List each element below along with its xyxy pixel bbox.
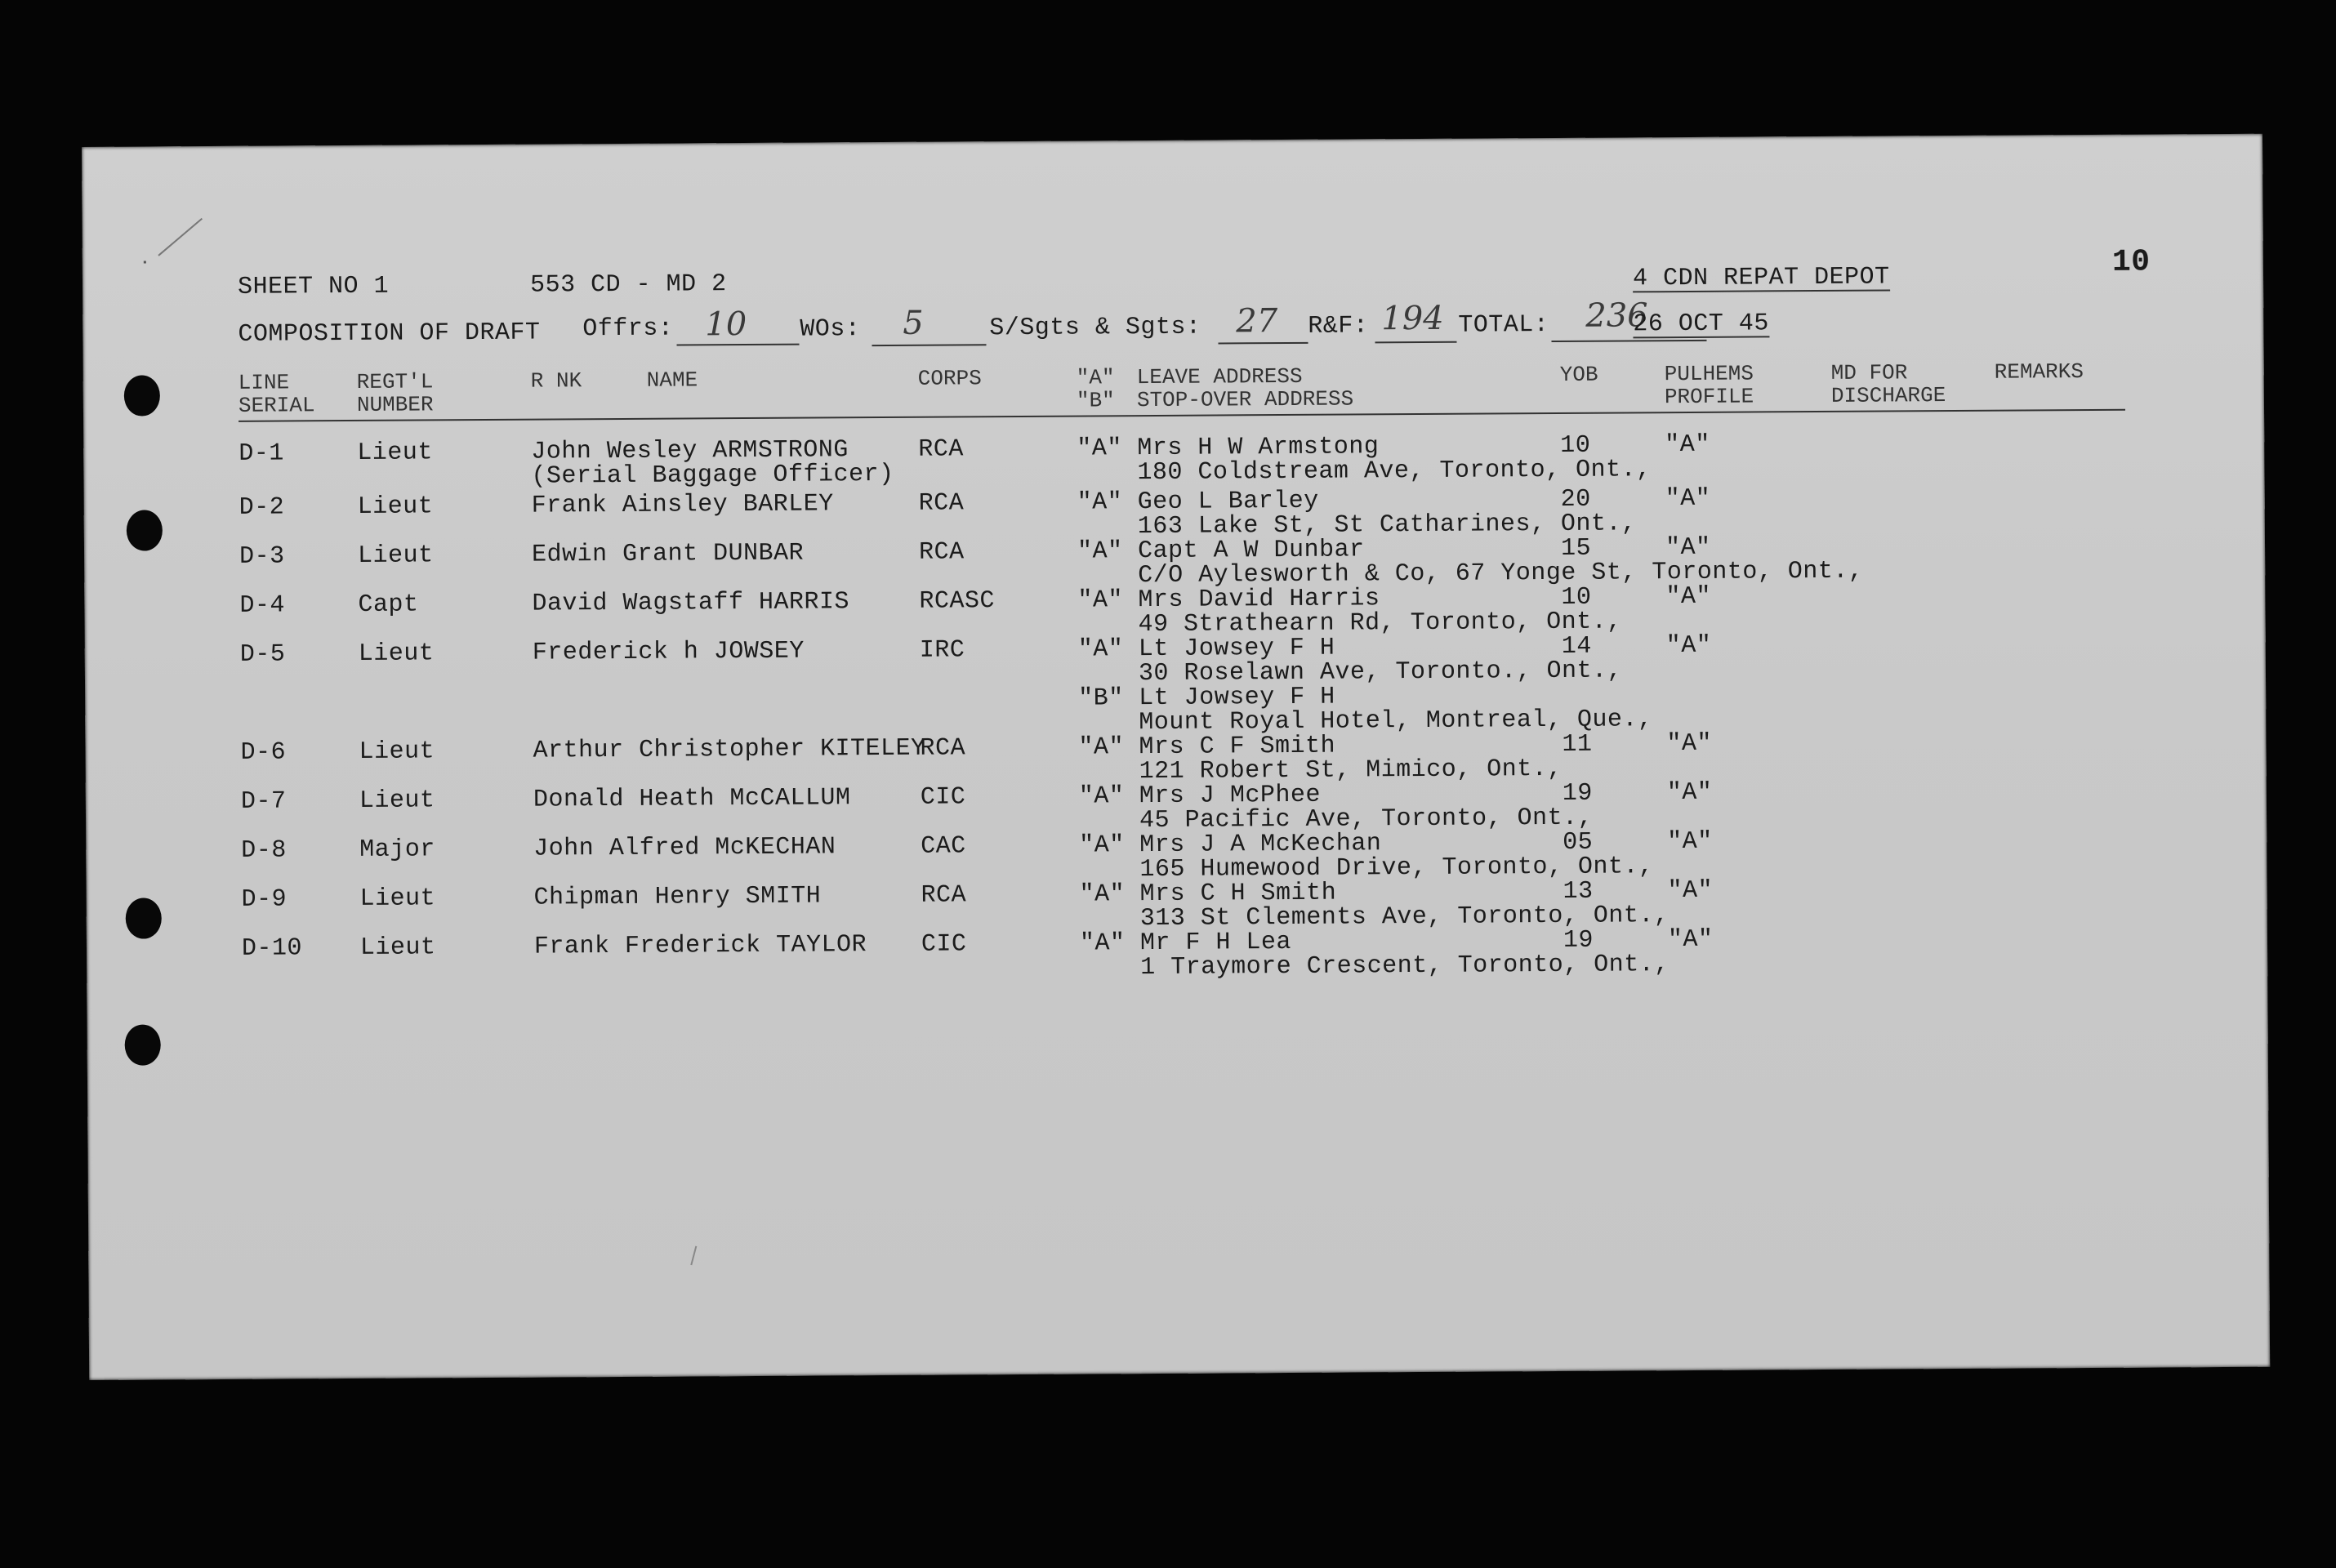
row-ab: "A" (1078, 733, 1125, 762)
punch-hole (125, 1024, 161, 1065)
row-serial: D-8 (241, 836, 287, 865)
row-leave-address-line2: 165 Humewood Drive, Toronto, Ont., (1139, 853, 1654, 884)
row-serial: D-2 (239, 493, 285, 522)
row-serial: D-1 (239, 439, 284, 468)
row-yob: 10 (1561, 583, 1592, 612)
sheet-number: SHEET NO 1 (237, 272, 390, 301)
row-profile: "A" (1667, 876, 1714, 906)
row-leave-address: Mrs J A McKechan (1139, 830, 1382, 860)
row-name-note: (Serial Baggage Officer) (531, 460, 894, 491)
row-leave-address: Mrs H W Armstong (1137, 433, 1380, 463)
row-ab: "A" (1077, 488, 1123, 517)
col-regtl-number-2: NUMBER (356, 392, 434, 417)
row-ab: "A" (1077, 434, 1122, 463)
row-serial: D-3 (239, 542, 285, 571)
col-md-for-1: MD FOR (1830, 360, 1908, 385)
offrs-label: Offrs: (582, 314, 674, 344)
row-rank: Lieut (357, 492, 434, 521)
row-corps: RCA (920, 734, 966, 763)
row-leave-address-line2: C/O Aylesworth & Co, 67 Yonge St, Toronto, Ont., (1138, 557, 1864, 590)
row-leave-address: Mrs C H Smith (1139, 879, 1337, 909)
wos-label: WOs: (800, 315, 861, 344)
rf-underline (1375, 341, 1456, 344)
row-yob: 15 (1560, 534, 1592, 563)
row-rank: Capt (358, 590, 419, 619)
row-corps: CIC (920, 783, 966, 812)
offrs-value: 10 (705, 305, 747, 344)
row-corps: RCA (918, 538, 965, 567)
row-yob: 11 (1562, 730, 1593, 759)
row-yob: 19 (1563, 926, 1594, 955)
depot-name: 4 CDN REPAT DEPOT (1632, 263, 1890, 293)
col-ab-1: "A" (1076, 365, 1115, 390)
row-leave-address: Mrs C F Smith (1139, 732, 1336, 762)
row-corps: RCASC (919, 587, 996, 616)
col-yob: YOB (1559, 362, 1598, 387)
draft-code: 553 CD - MD 2 (529, 270, 727, 300)
col-corps: CORPS (917, 366, 982, 391)
row-profile: "A" (1667, 827, 1713, 857)
col-rank: R NK (530, 368, 582, 394)
row-name: Frank Frederick TAYLOR (533, 931, 867, 961)
row-yob: 13 (1563, 877, 1594, 906)
row-ab: "A" (1079, 929, 1126, 958)
row-profile: "A" (1665, 484, 1711, 514)
row-name: Arthur Christopher KITELEY (533, 734, 926, 765)
row-rank: Lieut (358, 639, 435, 668)
rf-label: R&F: (1308, 312, 1369, 341)
row-ab: "A" (1077, 635, 1124, 664)
row-leave-address: Mrs J McPhee (1139, 781, 1322, 811)
row-profile: "A" (1666, 778, 1713, 808)
row-yob: 10 (1560, 431, 1591, 460)
row-serial: D-9 (241, 885, 288, 914)
row-serial: D-5 (239, 640, 286, 669)
punch-hole (124, 375, 160, 416)
row-leave-address: Geo L Barley (1137, 487, 1319, 517)
sgts-label: S/Sgts & Sgts: (989, 313, 1201, 343)
row-corps: IRC (919, 636, 965, 665)
row-corps: RCA (921, 881, 967, 910)
composition-label: COMPOSITION OF DRAFT (238, 318, 541, 349)
row-profile: "A" (1667, 925, 1714, 955)
row-corps: RCA (918, 435, 964, 464)
col-name: NAME (646, 368, 698, 393)
col-pulhems-2: PROFILE (1664, 384, 1754, 410)
sgts-underline (1218, 342, 1308, 345)
row-stopover-address-line2: Mount Royal Hotel, Montreal, Que., (1139, 706, 1653, 737)
row-leave-address-line2: 121 Robert St, Mimico, Ont., (1139, 755, 1563, 786)
row-leave-address: Capt A W Dunbar (1137, 536, 1365, 566)
row-name: Frank Ainsley BARLEY (531, 490, 834, 520)
row-stopover-address: Lt Jowsey F H (1139, 683, 1335, 713)
row-leave-address: Mr F H Lea (1139, 928, 1292, 958)
sgts-value: 27 (1236, 302, 1278, 341)
row-name: John Alfred McKECHAN (533, 833, 836, 863)
row-yob: 05 (1563, 828, 1594, 857)
rf-value: 194 (1381, 299, 1444, 338)
offrs-underline (676, 344, 799, 346)
total-value: 236 (1585, 296, 1648, 335)
row-profile: "A" (1665, 533, 1711, 563)
row-serial: D-4 (239, 591, 286, 620)
row-leave-address-line2: 180 Coldstream Ave, Toronto, Ont., (1137, 456, 1652, 488)
row-corps: CAC (921, 832, 966, 861)
row-serial: D-10 (241, 934, 303, 963)
col-md-for-2: DISCHARGE (1830, 383, 1946, 408)
row-leave-address-line2: 45 Pacific Ave, Toronto, Ont., (1139, 804, 1594, 835)
stray-mark (158, 218, 203, 256)
row-name: Chipman Henry SMITH (533, 882, 822, 912)
col-remarks: REMARKS (1994, 359, 2084, 385)
row-leave-address-line2: 163 Lake St, St Catharines, Ont., (1137, 510, 1637, 541)
row-rank: Major (359, 835, 435, 864)
stray-mark (144, 261, 146, 264)
col-line-serial-1: LINE (238, 370, 290, 395)
row-ab-stopover: "B" (1078, 684, 1124, 713)
punch-hole (127, 510, 163, 550)
row-leave-address-line2: 49 Strathearn Rd, Toronto, Ont., (1138, 608, 1622, 639)
total-label: TOTAL: (1458, 311, 1549, 340)
row-leave-address: Mrs David Harris (1138, 585, 1380, 615)
document-sheet (82, 134, 2270, 1380)
row-name: Donald Heath McCALLUM (533, 784, 851, 814)
row-leave-address: Lt Jowsey F H (1138, 634, 1335, 664)
row-rank: Lieut (357, 541, 434, 570)
row-leave-address-line2: 30 Roselawn Ave, Toronto., Ont., (1138, 657, 1623, 688)
row-profile: "A" (1665, 430, 1710, 460)
row-serial: D-7 (240, 787, 287, 816)
col-pulhems-1: PULHEMS (1664, 361, 1754, 387)
wos-value: 5 (903, 304, 924, 342)
row-name: David Wagstaff HARRIS (532, 588, 850, 618)
row-rank: Lieut (357, 439, 433, 467)
row-ab: "A" (1079, 880, 1126, 909)
row-rank: Lieut (359, 786, 435, 815)
row-name: Frederick h JOWSEY (532, 637, 805, 667)
row-yob: 19 (1562, 779, 1593, 808)
row-profile: "A" (1665, 582, 1712, 612)
row-profile: "A" (1666, 729, 1713, 759)
row-yob: 20 (1560, 485, 1591, 514)
draft-date: 26 OCT 45 (1633, 310, 1769, 339)
row-serial: D-6 (240, 738, 287, 767)
row-rank: Lieut (359, 884, 436, 913)
row-rank: Lieut (359, 737, 435, 766)
col-stop-over-address: STOP-OVER ADDRESS (1136, 386, 1354, 413)
row-yob: 14 (1561, 632, 1592, 661)
col-line-serial-2: SERIAL (238, 393, 315, 418)
row-name: Edwin Grant DUNBAR (531, 539, 805, 569)
col-regtl-number-1: REGT'L (356, 369, 434, 394)
row-leave-address-line2: 1 Traymore Crescent, Toronto, Ont., (1140, 951, 1670, 982)
pencil-mark (690, 1246, 697, 1266)
row-rank: Lieut (359, 933, 436, 962)
row-corps: CIC (921, 930, 967, 959)
row-ab: "A" (1077, 537, 1123, 566)
total-underline (1551, 340, 1706, 342)
row-ab: "A" (1079, 831, 1125, 860)
col-ab-2: "B" (1076, 388, 1115, 413)
col-leave-address: LEAVE ADDRESS (1136, 363, 1303, 390)
page-number: 10 (2111, 244, 2151, 280)
row-corps: RCA (918, 489, 965, 518)
row-name: John Wesley ARMSTRONG (531, 436, 849, 466)
punch-hole (126, 898, 162, 938)
row-leave-address-line2: 313 St Clements Ave, Toronto, Ont., (1139, 902, 1670, 933)
row-ab: "A" (1078, 782, 1125, 811)
row-profile: "A" (1665, 631, 1712, 661)
row-ab: "A" (1077, 586, 1124, 615)
wos-underline (872, 344, 986, 346)
